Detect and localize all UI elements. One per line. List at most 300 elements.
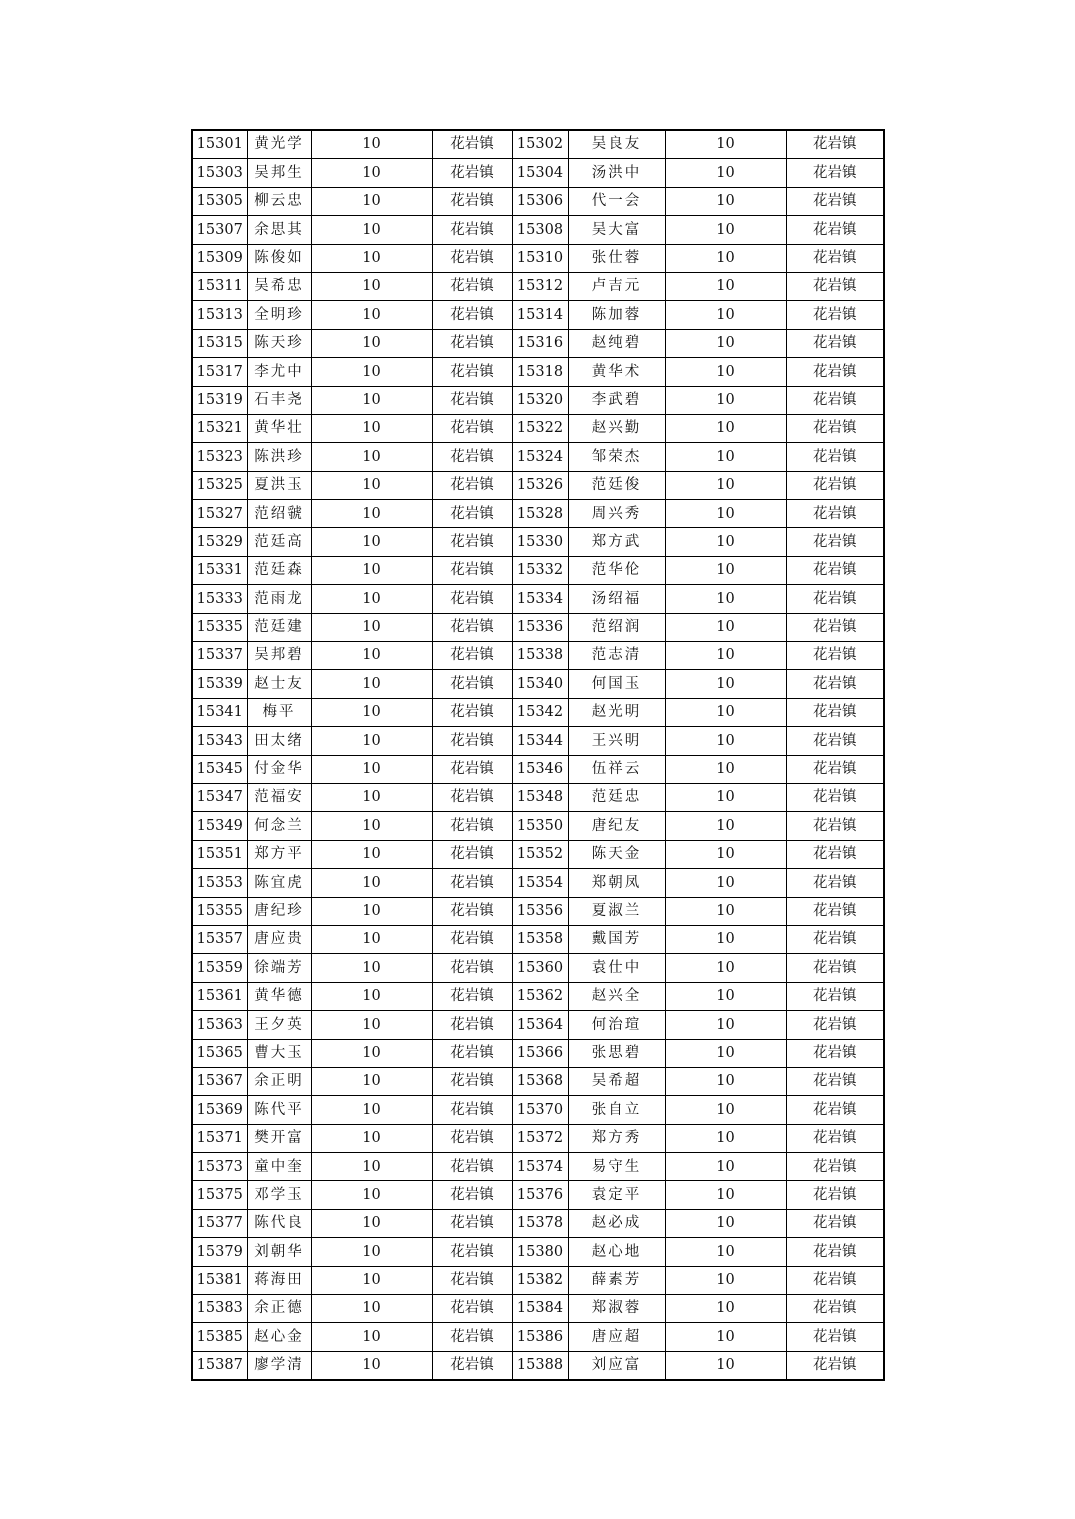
cell-town: 花岩镇 [432,528,512,556]
table-row [192,414,884,442]
cell-name: 黄华德 [247,982,311,1010]
cell-name: 陈代良 [247,1209,311,1237]
cell-town: 花岩镇 [432,1209,512,1237]
cell-amount: 10 [311,329,432,357]
cell-town: 花岩镇 [786,925,884,953]
cell-amount: 10 [665,471,786,499]
table-row [192,358,884,386]
cell-town: 花岩镇 [786,812,884,840]
cell-amount: 10 [311,897,432,925]
cell-id: 15372 [512,1124,568,1152]
cell-id: 15343 [192,727,247,755]
cell-id: 15311 [192,272,247,300]
cell-amount: 10 [665,301,786,329]
table-row [192,1295,884,1323]
cell-amount: 10 [665,1153,786,1181]
cell-id: 15310 [512,244,568,272]
cell-name: 赵心地 [568,1238,665,1266]
cell-name: 唐纪珍 [247,897,311,925]
cell-amount: 10 [311,301,432,329]
cell-amount: 10 [311,1181,432,1209]
cell-name: 汤洪中 [568,159,665,187]
cell-name: 代一会 [568,187,665,215]
cell-name: 易守生 [568,1153,665,1181]
cell-amount: 10 [665,244,786,272]
cell-id: 15385 [192,1323,247,1351]
cell-name: 樊开富 [247,1124,311,1152]
cell-town: 花岩镇 [786,982,884,1010]
cell-name: 陈代平 [247,1096,311,1124]
table-row [192,1351,884,1380]
cell-id: 15325 [192,471,247,499]
cell-amount: 10 [311,1295,432,1323]
cell-amount: 10 [311,925,432,953]
cell-amount: 10 [311,1039,432,1067]
cell-town: 花岩镇 [432,244,512,272]
cell-town: 花岩镇 [432,1181,512,1209]
table-row [192,1238,884,1266]
cell-amount: 10 [665,642,786,670]
cell-id: 15338 [512,642,568,670]
cell-town: 花岩镇 [432,1096,512,1124]
cell-name: 张自立 [568,1096,665,1124]
table-row [192,471,884,499]
cell-name: 蒋海田 [247,1266,311,1294]
cell-amount: 10 [311,1238,432,1266]
cell-amount: 10 [665,1238,786,1266]
cell-town: 花岩镇 [432,1067,512,1095]
cell-amount: 10 [311,1096,432,1124]
cell-id: 15320 [512,386,568,414]
cell-id: 15351 [192,840,247,868]
table-row [192,1181,884,1209]
cell-name: 赵光明 [568,698,665,726]
cell-amount: 10 [665,698,786,726]
table-row [192,500,884,528]
cell-amount: 10 [665,414,786,442]
table-row [192,954,884,982]
cell-id: 15371 [192,1124,247,1152]
table-row [192,443,884,471]
cell-amount: 10 [665,783,786,811]
cell-town: 花岩镇 [786,130,884,159]
cell-town: 花岩镇 [432,272,512,300]
cell-amount: 10 [311,216,432,244]
cell-name: 赵必成 [568,1209,665,1237]
cell-name: 李尤中 [247,358,311,386]
cell-name: 邹荣杰 [568,443,665,471]
cell-name: 廖学清 [247,1351,311,1380]
cell-amount: 10 [311,954,432,982]
cell-name: 何国玉 [568,670,665,698]
table-row [192,812,884,840]
table-row [192,1323,884,1351]
cell-id: 15307 [192,216,247,244]
cell-name: 吴大富 [568,216,665,244]
cell-name: 陈宜虎 [247,869,311,897]
cell-town: 花岩镇 [786,1181,884,1209]
cell-name: 夏洪玉 [247,471,311,499]
cell-town: 花岩镇 [432,698,512,726]
cell-id: 15321 [192,414,247,442]
cell-name: 薛素芳 [568,1266,665,1294]
cell-id: 15388 [512,1351,568,1380]
cell-town: 花岩镇 [432,613,512,641]
cell-amount: 10 [311,500,432,528]
cell-name: 范绍润 [568,613,665,641]
cell-id: 15314 [512,301,568,329]
cell-name: 范绍虢 [247,500,311,528]
table-row [192,755,884,783]
cell-name: 田太绪 [247,727,311,755]
cell-name: 范廷俊 [568,471,665,499]
cell-town: 花岩镇 [432,329,512,357]
cell-amount: 10 [665,1209,786,1237]
cell-amount: 10 [665,1124,786,1152]
table-row [192,329,884,357]
cell-town: 花岩镇 [432,1153,512,1181]
cell-id: 15364 [512,1011,568,1039]
cell-amount: 10 [311,869,432,897]
cell-amount: 10 [311,1011,432,1039]
cell-name: 郑方武 [568,528,665,556]
cell-town: 花岩镇 [786,783,884,811]
cell-id: 15301 [192,130,247,159]
cell-amount: 10 [311,358,432,386]
cell-town: 花岩镇 [432,1323,512,1351]
cell-id: 15309 [192,244,247,272]
cell-id: 15337 [192,642,247,670]
cell-id: 15332 [512,556,568,584]
table-row [192,727,884,755]
cell-name: 陈加蓉 [568,301,665,329]
cell-amount: 10 [311,698,432,726]
cell-id: 15346 [512,755,568,783]
cell-amount: 10 [665,443,786,471]
cell-id: 15334 [512,585,568,613]
table-row [192,840,884,868]
cell-name: 赵兴勤 [568,414,665,442]
cell-amount: 10 [665,954,786,982]
cell-name: 陈天金 [568,840,665,868]
cell-town: 花岩镇 [432,642,512,670]
cell-town: 花岩镇 [786,301,884,329]
cell-name: 汤绍福 [568,585,665,613]
cell-id: 15380 [512,1238,568,1266]
cell-name: 王兴明 [568,727,665,755]
cell-name: 范廷高 [247,528,311,556]
cell-id: 15347 [192,783,247,811]
cell-town: 花岩镇 [432,216,512,244]
cell-id: 15305 [192,187,247,215]
cell-town: 花岩镇 [786,443,884,471]
cell-town: 花岩镇 [432,130,512,159]
table-row [192,1096,884,1124]
cell-amount: 10 [665,727,786,755]
cell-amount: 10 [311,982,432,1010]
cell-amount: 10 [665,528,786,556]
table-row [192,642,884,670]
cell-id: 15312 [512,272,568,300]
cell-id: 15382 [512,1266,568,1294]
cell-id: 15384 [512,1295,568,1323]
cell-town: 花岩镇 [432,670,512,698]
cell-id: 15318 [512,358,568,386]
cell-name: 陈洪珍 [247,443,311,471]
cell-name: 范华伦 [568,556,665,584]
cell-name: 范廷忠 [568,783,665,811]
cell-amount: 10 [665,1351,786,1380]
cell-amount: 10 [311,471,432,499]
cell-name: 吴希忠 [247,272,311,300]
cell-amount: 10 [665,1181,786,1209]
cell-id: 15370 [512,1096,568,1124]
cell-town: 花岩镇 [786,840,884,868]
cell-id: 15330 [512,528,568,556]
table-row [192,897,884,925]
cell-name: 吴邦碧 [247,642,311,670]
cell-amount: 10 [311,613,432,641]
cell-amount: 10 [311,670,432,698]
cell-id: 15331 [192,556,247,584]
cell-town: 花岩镇 [432,982,512,1010]
cell-name: 唐纪友 [568,812,665,840]
cell-amount: 10 [311,840,432,868]
cell-name: 吴邦生 [247,159,311,187]
cell-town: 花岩镇 [786,897,884,925]
cell-id: 15342 [512,698,568,726]
table-row [192,698,884,726]
cell-amount: 10 [311,556,432,584]
cell-name: 唐应超 [568,1323,665,1351]
cell-name: 赵纯碧 [568,329,665,357]
cell-name: 范廷建 [247,613,311,641]
cell-town: 花岩镇 [432,187,512,215]
cell-amount: 10 [311,414,432,442]
cell-name: 郑方平 [247,840,311,868]
cell-name: 赵心金 [247,1323,311,1351]
table-row [192,1124,884,1152]
cell-amount: 10 [665,358,786,386]
cell-town: 花岩镇 [786,1011,884,1039]
cell-name: 郑淑蓉 [568,1295,665,1323]
cell-name: 何治瑄 [568,1011,665,1039]
cell-amount: 10 [665,1295,786,1323]
cell-id: 15308 [512,216,568,244]
cell-amount: 10 [311,1124,432,1152]
cell-id: 15315 [192,329,247,357]
cell-name: 戴国芳 [568,925,665,953]
cell-town: 花岩镇 [786,642,884,670]
cell-id: 15317 [192,358,247,386]
cell-id: 15302 [512,130,568,159]
cell-town: 花岩镇 [786,358,884,386]
cell-id: 15322 [512,414,568,442]
cell-name: 袁仕中 [568,954,665,982]
cell-town: 花岩镇 [786,1209,884,1237]
cell-id: 15357 [192,925,247,953]
table-row [192,187,884,215]
cell-name: 柳云忠 [247,187,311,215]
cell-id: 15369 [192,1096,247,1124]
cell-name: 陈天珍 [247,329,311,357]
cell-amount: 10 [311,187,432,215]
cell-town: 花岩镇 [432,414,512,442]
cell-id: 15327 [192,500,247,528]
cell-id: 15352 [512,840,568,868]
cell-town: 花岩镇 [786,244,884,272]
cell-town: 花岩镇 [786,585,884,613]
cell-name: 邓学玉 [247,1181,311,1209]
cell-town: 花岩镇 [786,1238,884,1266]
cell-town: 花岩镇 [432,358,512,386]
cell-town: 花岩镇 [786,727,884,755]
cell-amount: 10 [665,585,786,613]
table-row [192,613,884,641]
cell-name: 郑朝凤 [568,869,665,897]
cell-id: 15306 [512,187,568,215]
cell-amount: 10 [665,1096,786,1124]
cell-town: 花岩镇 [786,471,884,499]
cell-amount: 10 [311,585,432,613]
cell-amount: 10 [311,783,432,811]
cell-name: 余思其 [247,216,311,244]
cell-id: 15360 [512,954,568,982]
cell-town: 花岩镇 [786,1039,884,1067]
cell-town: 花岩镇 [786,1323,884,1351]
cell-name: 刘朝华 [247,1238,311,1266]
table-row [192,159,884,187]
cell-id: 15359 [192,954,247,982]
cell-town: 花岩镇 [432,869,512,897]
cell-name: 黄光学 [247,130,311,159]
cell-id: 15367 [192,1067,247,1095]
cell-amount: 10 [311,130,432,159]
cell-amount: 10 [665,840,786,868]
cell-town: 花岩镇 [786,272,884,300]
cell-amount: 10 [665,869,786,897]
cell-amount: 10 [665,755,786,783]
roster-body [192,130,884,1380]
cell-name: 伍祥云 [568,755,665,783]
cell-amount: 10 [665,216,786,244]
cell-id: 15303 [192,159,247,187]
cell-id: 15340 [512,670,568,698]
cell-id: 15326 [512,471,568,499]
roster-table [191,129,885,1381]
cell-town: 花岩镇 [432,925,512,953]
cell-name: 全明珍 [247,301,311,329]
cell-amount: 10 [665,329,786,357]
table-row [192,528,884,556]
table-row [192,272,884,300]
cell-name: 付金华 [247,755,311,783]
cell-id: 15383 [192,1295,247,1323]
cell-amount: 10 [311,812,432,840]
cell-id: 15329 [192,528,247,556]
cell-name: 吴希超 [568,1067,665,1095]
cell-town: 花岩镇 [432,755,512,783]
cell-amount: 10 [311,1351,432,1380]
table-row [192,386,884,414]
cell-id: 15319 [192,386,247,414]
cell-name: 余正明 [247,1067,311,1095]
cell-name: 范雨龙 [247,585,311,613]
cell-amount: 10 [665,1323,786,1351]
cell-id: 15368 [512,1067,568,1095]
cell-id: 15374 [512,1153,568,1181]
table-row [192,1266,884,1294]
table-row [192,1011,884,1039]
cell-id: 15328 [512,500,568,528]
cell-amount: 10 [311,1067,432,1095]
table-row [192,244,884,272]
cell-amount: 10 [665,982,786,1010]
cell-id: 15313 [192,301,247,329]
cell-amount: 10 [311,528,432,556]
cell-town: 花岩镇 [432,443,512,471]
cell-id: 15344 [512,727,568,755]
cell-id: 15373 [192,1153,247,1181]
cell-town: 花岩镇 [432,1295,512,1323]
cell-town: 花岩镇 [432,471,512,499]
cell-town: 花岩镇 [432,386,512,414]
cell-town: 花岩镇 [432,556,512,584]
cell-id: 15363 [192,1011,247,1039]
table-row [192,1209,884,1237]
cell-id: 15324 [512,443,568,471]
cell-amount: 10 [311,1209,432,1237]
table-row [192,216,884,244]
cell-name: 童中奎 [247,1153,311,1181]
cell-town: 花岩镇 [786,869,884,897]
cell-amount: 10 [665,925,786,953]
cell-id: 15353 [192,869,247,897]
cell-town: 花岩镇 [432,812,512,840]
cell-amount: 10 [665,130,786,159]
cell-id: 15335 [192,613,247,641]
cell-town: 花岩镇 [786,1124,884,1152]
cell-town: 花岩镇 [432,1039,512,1067]
cell-town: 花岩镇 [786,954,884,982]
cell-id: 15350 [512,812,568,840]
cell-town: 花岩镇 [786,670,884,698]
table-row [192,925,884,953]
cell-id: 15333 [192,585,247,613]
cell-amount: 10 [665,613,786,641]
cell-name: 夏淑兰 [568,897,665,925]
cell-name: 吴良友 [568,130,665,159]
cell-id: 15323 [192,443,247,471]
cell-town: 花岩镇 [432,840,512,868]
cell-id: 15377 [192,1209,247,1237]
cell-name: 王夕英 [247,1011,311,1039]
cell-id: 15386 [512,1323,568,1351]
cell-town: 花岩镇 [786,414,884,442]
table-row [192,869,884,897]
table-row [192,670,884,698]
cell-amount: 10 [665,159,786,187]
table-row [192,1067,884,1095]
cell-name: 袁定平 [568,1181,665,1209]
cell-id: 15345 [192,755,247,783]
cell-town: 花岩镇 [432,159,512,187]
cell-town: 花岩镇 [786,528,884,556]
cell-name: 赵士友 [247,670,311,698]
cell-town: 花岩镇 [786,1351,884,1380]
cell-name: 曹大玉 [247,1039,311,1067]
cell-amount: 10 [665,556,786,584]
